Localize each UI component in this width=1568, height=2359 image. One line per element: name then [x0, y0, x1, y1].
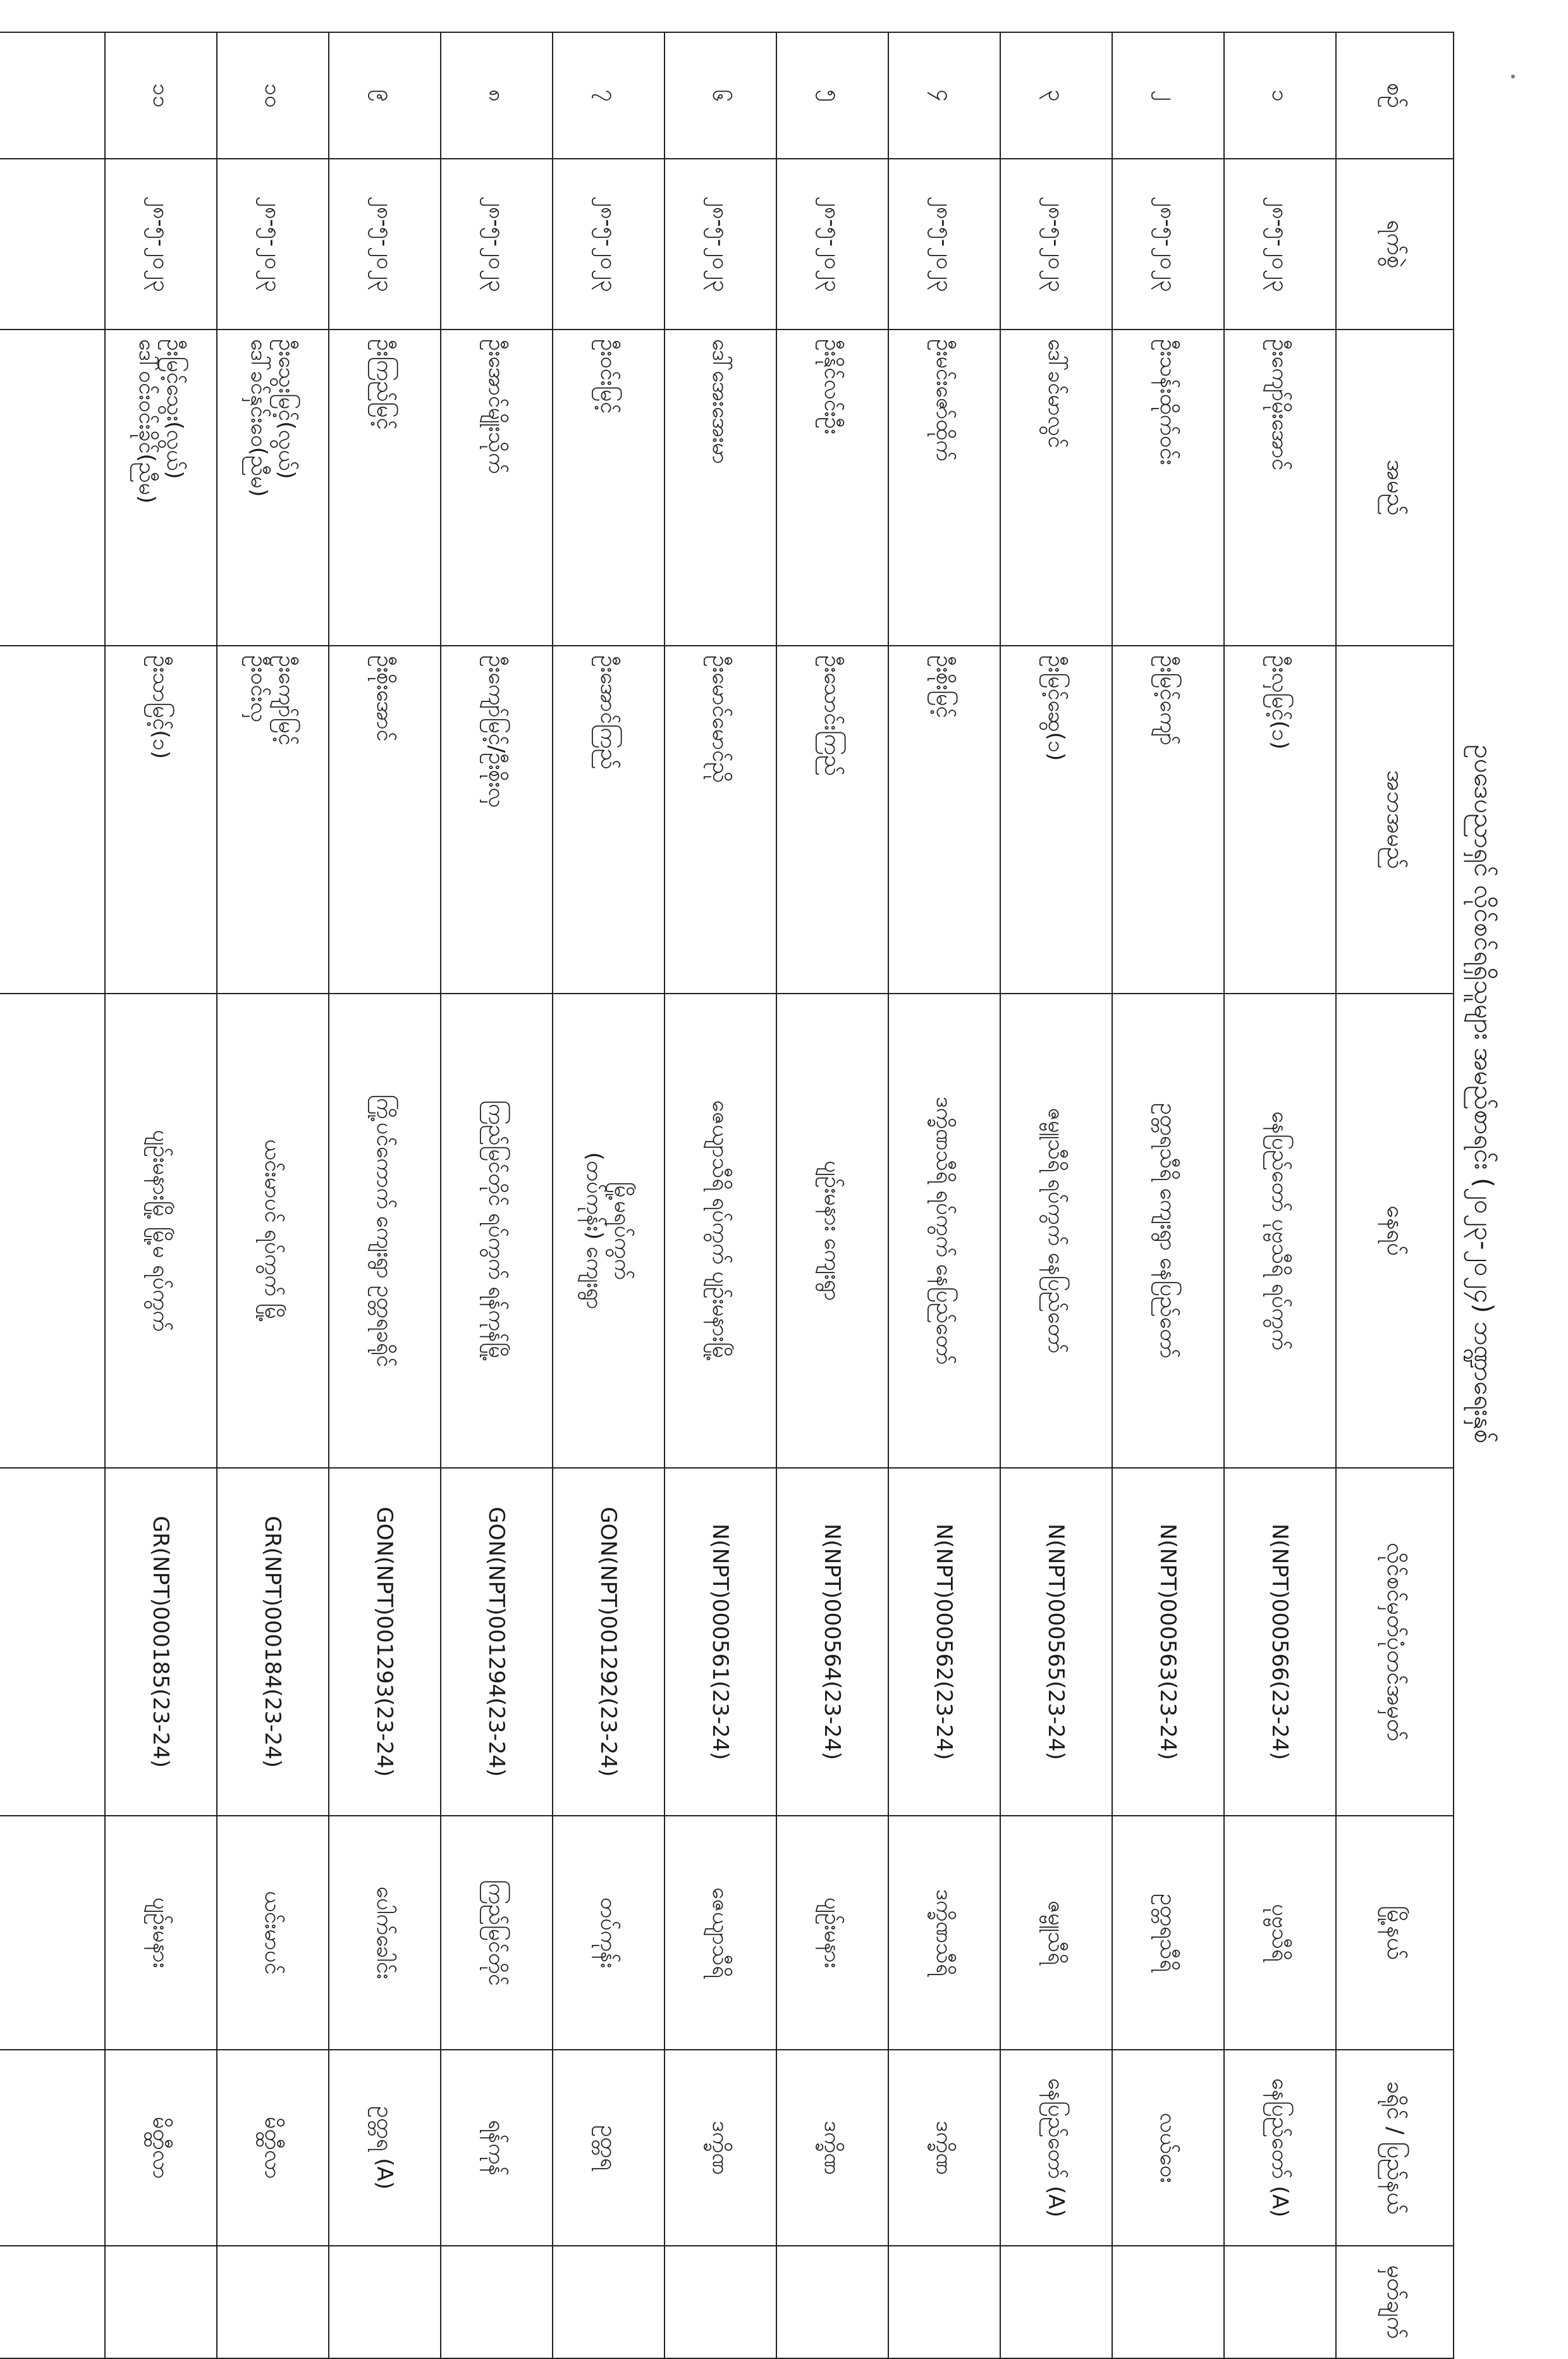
header-license: လိုင်စင်မှတ်ပုံတင်အမှတ် [1336, 1468, 1454, 1816]
header-name: အမည် [1336, 330, 1454, 646]
cell-remark [217, 2246, 329, 2358]
blank-cell [0, 159, 105, 330]
cell-address: ကြို့ပင်ကောက် ကျေးရွာ ဥတ္တရခရိုင် [329, 994, 441, 1468]
cell-name: ဒေါ်ခင်မာလွင် [1000, 330, 1112, 646]
blank-cell [0, 646, 105, 994]
table-row [441, 32, 553, 2358]
cell-father: ဦးမောင်မောင်ညို [665, 646, 776, 994]
header-no: စဉ် [1336, 32, 1454, 159]
cell-township: ဥတ္တရသီရိ [1112, 1816, 1224, 2050]
cell-township: ဇမ္ဗူသီရိ [1000, 1816, 1112, 2050]
cell-district: ဒက္ခိဏ [776, 2050, 888, 2246]
cell-license: N(NPT)000561(23-24) [665, 1468, 776, 1816]
cell-date: ၂၈-၅-၂၀၂၃ [1224, 159, 1336, 330]
cell-address: ဥတ္တရသီရိ ကျေးရွာ နေပြည်တော် [1112, 994, 1224, 1468]
cell-father: ဦးသာမြင့်(၁) [105, 646, 217, 994]
header-township: မြို့နယ် [1336, 1816, 1454, 2050]
cell-remark [329, 2246, 441, 2358]
table-row [776, 32, 888, 2358]
cell-name: ဦးသွေးမြင့်(လွယ်) ဒေါ်ခင်နှင်းဝေ(ညီမ) [217, 330, 329, 646]
cell-no: ၂ [1112, 32, 1224, 159]
header-remark: မှတ်ချက် [1336, 2246, 1454, 2358]
cell-district: ရန်ကုန် [441, 2050, 553, 2246]
cell-district: လယ်ဝေး [1112, 2050, 1224, 2246]
cell-date: ၂၈-၅-၂၀၂၃ [665, 159, 776, 330]
cell-father: ဦးမြင့်ကျော် [1112, 646, 1224, 994]
cell-no: ၃ [1000, 32, 1112, 159]
cell-remark [888, 2246, 1000, 2358]
table-row [888, 32, 1000, 2358]
table-row [1224, 32, 1336, 2358]
cell-township: ပုဗ္ဗသီရိ [1224, 1816, 1336, 2050]
cell-no: ၁၀ [217, 32, 329, 159]
table-row [105, 32, 217, 2358]
blank-cell [0, 994, 105, 1468]
table-body [0, 32, 1336, 2358]
header-father: အဘအမည် [1336, 646, 1454, 994]
cell-license: GON(NPT)001292(23-24) [553, 1468, 665, 1816]
cell-no: ၈ [441, 32, 553, 159]
blank-cell [0, 32, 105, 159]
cell-date: ၂၈-၅-၂၀၂၃ [441, 159, 553, 330]
cell-father: ဦးစိုးအောင် [329, 646, 441, 994]
cell-name: ဦးကြည်မြင့် [329, 330, 441, 646]
cell-address: ပျဉ်းမနား ကျေးရွာ [776, 994, 888, 1468]
cell-no: ၄ [888, 32, 1000, 159]
cell-district: မိတ္ထီလာ [105, 2050, 217, 2246]
cell-township: ပေါက်ခေါင်း [329, 1816, 441, 2050]
cell-name: ဦးမြင့်သွေး(လွယ်) ဒေါ်ဝင်းဝင်းခိုင်(ညီမ) [105, 330, 217, 646]
cell-address: ပျဉ်းမနားမြို့ မြို့မ ရပ်ကွက် [105, 994, 217, 1468]
cell-date: ၂၈-၅-၂၀၂၃ [217, 159, 329, 330]
cell-name: ဦးနိုင်လင်းဦး [776, 330, 888, 646]
license-registry-table [0, 32, 1454, 2359]
cell-no: ၁ [1224, 32, 1336, 159]
cell-license: N(NPT)000564(23-24) [776, 1468, 888, 1816]
table-row [665, 32, 776, 2358]
cell-remark [665, 2246, 776, 2358]
cell-district: ဒက္ခိဏ [665, 2050, 776, 2246]
cell-license: GON(NPT)001294(23-24) [441, 1468, 553, 1816]
cell-no: ၆ [665, 32, 776, 159]
cell-father: ဦးကျော်မြင့်/ဦးစိုးလှ [441, 646, 553, 994]
table-row [1112, 32, 1224, 2358]
cell-date: ၂၈-၅-၂၀၂၃ [329, 159, 441, 330]
cell-license: GON(NPT)001293(23-24) [329, 1468, 441, 1816]
header-district: ခရိုင် / ပြည်နယ် [1336, 2050, 1454, 2246]
cell-district: နေပြည်တော် (A) [1000, 2050, 1112, 2246]
cell-license: N(NPT)000565(23-24) [1000, 1468, 1112, 1816]
table-row [1000, 32, 1112, 2358]
cell-father: ဦးကျော်မြင့် ဦးဝင်းလှ [217, 646, 329, 994]
blank-cell [0, 2246, 105, 2358]
table-header-row [1336, 32, 1454, 2358]
cell-remark [1112, 2246, 1224, 2358]
cell-district: နေပြည်တော် (A) [1224, 2050, 1336, 2246]
header-address: နေရပ် [1336, 994, 1454, 1468]
cell-name: ဦးသန်းထိုက်ဝင်း [1112, 330, 1224, 646]
cell-address: ယင်းမာပင် ရပ်ကွက် မြို့ [217, 994, 329, 1468]
cell-name: ဦးမင်းဇော်ထိုက် [888, 330, 1000, 646]
table-row [553, 32, 665, 2358]
cell-date: ၂၈-၅-၂၀၂၃ [1000, 159, 1112, 330]
cell-remark [776, 2246, 888, 2358]
page-title: ဥပဒေပညာရှင် လိုင်စင်ရရှိသူများ အမည်စာရင်း (၂၀၂၃-၂၀၂၄) ဘဏ္ဍာရေးနှစ် [1469, 744, 1498, 1444]
cell-address: ဇမ္ဗူသီရိ ရပ်ကွက် နေပြည်တော် [1000, 994, 1112, 1468]
cell-township: ဇေယျာသီရိ [665, 1816, 776, 2050]
table-row [329, 32, 441, 2358]
cell-no: ၇ [553, 32, 665, 159]
cell-address: ဒက္ခိဏသီရိ ရပ်ကွက် နေပြည်တော် [888, 994, 1000, 1468]
cell-name: ဦးကျော်မိုးအောင် [1224, 330, 1336, 646]
cell-license: GR(NPT)000184(23-24) [217, 1468, 329, 1816]
cell-district: ဒက္ခိဏ [888, 2050, 1000, 2246]
cell-name: ဦးဝင်းမြင့် [553, 330, 665, 646]
cell-no: ၉ [329, 32, 441, 159]
table-row [217, 32, 329, 2358]
cell-date: ၂၈-၅-၂၀၂၃ [888, 159, 1000, 330]
cell-remark [105, 2246, 217, 2358]
blank-cell [0, 330, 105, 646]
table-blank-row [0, 32, 105, 2358]
blank-cell [0, 1468, 105, 1816]
cell-father: ဦးသောင်းကြည် [776, 646, 888, 994]
cell-township: ကြည်မြင်တိုင် [441, 1816, 553, 2050]
cell-license: GR(NPT)000185(23-24) [105, 1468, 217, 1816]
cell-date: ၂၈-၅-၂၀၂၃ [105, 159, 217, 330]
cell-date: ၂၈-၅-၂၀၂၃ [553, 159, 665, 330]
cell-remark [1000, 2246, 1112, 2358]
cell-date: ၂၈-၅-၂၀၂၃ [1112, 159, 1224, 330]
cell-district: ဥတ္တရ (A) [329, 2050, 441, 2246]
cell-township: ပျဉ်းမနား [105, 1816, 217, 2050]
blank-cell [0, 2050, 105, 2246]
cell-license: N(NPT)000563(23-24) [1112, 1468, 1224, 1816]
cell-father: ဦးမြင့်ဆွေ(၁) [1000, 646, 1112, 994]
cell-father: ဦးစိုးမြင့် [888, 646, 1000, 994]
cell-remark [553, 2246, 665, 2358]
cell-township: ဒက္ခိဏသီရိ [888, 1816, 1000, 2050]
cell-father: ဦးအောင်ကြည် [553, 646, 665, 994]
header-date: ရက်စွဲ [1336, 159, 1454, 330]
cell-father: ဦးလှမြင့်(၁) [1224, 646, 1336, 994]
cell-township: တပ်ကုန်း [553, 1816, 665, 2050]
cell-remark [1224, 2246, 1336, 2358]
cell-no: ၅ [776, 32, 888, 159]
cell-township: ယင်းမာပင် [217, 1816, 329, 2050]
cell-district: မိတ္ထီလာ [217, 2050, 329, 2246]
cell-address: ကြည်မြင်တိုင် ရပ်ကွက် ရန်ကုန်မြို့ [441, 994, 553, 1468]
cell-remark [441, 2246, 553, 2358]
cell-license: N(NPT)000566(23-24) [1224, 1468, 1336, 1816]
cell-name: ဦးအောင်မျိုးသိုက် [441, 330, 553, 646]
cell-date: ၂၈-၅-၂၀၂၃ [776, 159, 888, 330]
cell-address: နေပြည်တော် ပုဗ္ဗသီရိ ရပ်ကွက် [1224, 994, 1336, 1468]
cell-no: ၁၁ [105, 32, 217, 159]
cell-name: ဒေါ်အေးအေးမာ [665, 330, 776, 646]
cell-township: ပျဉ်းမနား [776, 1816, 888, 2050]
cell-address: ဇေယျာသီရိ ရပ်ကွက် ပျဉ်းမနားမြို့ [665, 994, 776, 1468]
cell-license: N(NPT)000562(23-24) [888, 1468, 1000, 1816]
cell-address: မြို့မရပ်ကွက် (တပ်ကုန်း) ကျေးရွာ [553, 994, 665, 1468]
cell-district: ဥတ္တရ [553, 2050, 665, 2246]
blank-cell [0, 1816, 105, 2050]
